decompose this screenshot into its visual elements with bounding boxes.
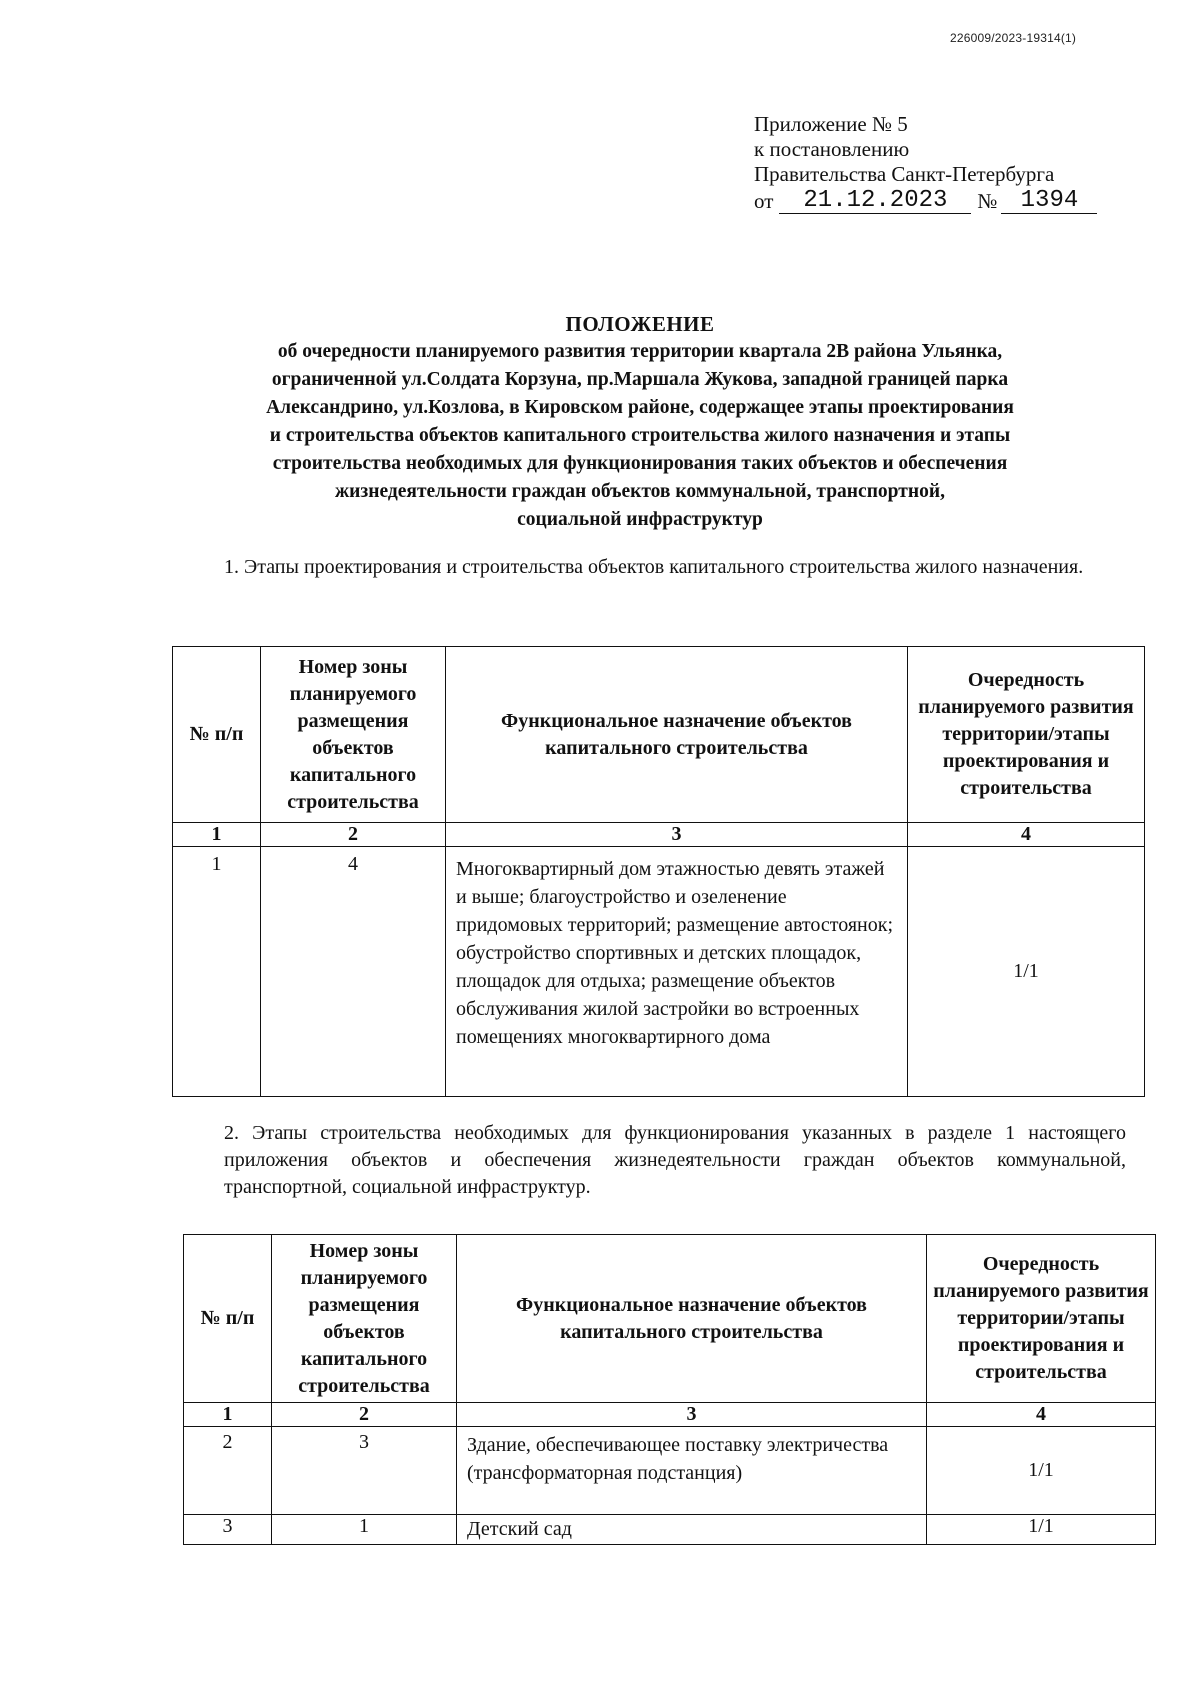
table-row — [184, 1515, 1156, 1545]
title-line: об очередности планируемого развития территории квартала 2В района Ульянка, — [277, 341, 1003, 362]
title-heading: ПОЛОЖЕНИЕ — [565, 312, 715, 336]
document-title — [165, 310, 1115, 534]
section1-paragraph — [174, 554, 1124, 581]
appendix-header — [754, 112, 1154, 214]
column-number: 1 — [184, 1403, 272, 1427]
column-number: 3 — [446, 823, 908, 847]
column-number: 3 — [457, 1403, 927, 1427]
column-number: 2 — [272, 1403, 457, 1427]
document-id: 226009/2023-19314(1) — [950, 31, 1077, 45]
section2-paragraph — [174, 1120, 1126, 1201]
title-line: строительства необходимых для функционирования таких объектов и обеспечения — [272, 453, 1008, 474]
title-line: ограниченной ул.Солдата Корзуна, пр.Маршала Жукова, западной границей парка — [271, 369, 1009, 390]
number-label: № — [977, 189, 998, 213]
appendix-reference: к постановлению — [754, 137, 910, 161]
row-num: 3 — [184, 1515, 272, 1545]
header-purpose: Функциональное назначение объектов капитального строительства — [457, 1235, 927, 1403]
table-row — [173, 847, 1145, 1097]
section1-table — [172, 646, 1145, 1097]
row-purpose: Многоквартирный дом этажностью девять этажей и выше; благоустройство и озеленение придомовых территорий; размещение автостоянок; обустройство спортивных и детских площадок, площадок для отдыха; размещение объектов обслуживания жилой застройки во встроенных помещениях многоквартирного дома — [446, 847, 908, 1097]
header-num: № п/п — [184, 1235, 272, 1403]
row-order: 1/1 — [927, 1427, 1156, 1515]
row-purpose: Здание, обеспечивающее поставку электричества (трансформаторная подстанция) — [457, 1427, 927, 1515]
resolution-number: 1394 — [1001, 189, 1097, 214]
row-order: 1/1 — [927, 1515, 1156, 1545]
column-number: 4 — [908, 823, 1145, 847]
section2-text: 2. Этапы строительства необходимых для функционирования указанных в разделе 1 настоящего приложения объектов и обеспечения жизнедеятельности граждан объектов коммунальной, транспортной, социальной инфраструктур. — [224, 1122, 1126, 1198]
column-number: 1 — [173, 823, 261, 847]
row-order: 1/1 — [908, 847, 1145, 1097]
title-line: и строительства объектов капитального строительства жилого назначения и этапы — [269, 425, 1011, 446]
date-label: от — [754, 189, 774, 213]
column-number-row — [173, 823, 1145, 847]
appendix-date-row — [754, 189, 1154, 214]
column-number: 2 — [261, 823, 446, 847]
header-order: Очередность планируемого развития территории/этапы проектирования и строительства — [908, 647, 1145, 823]
header-zone: Номер зоны планируемого размещения объектов капитального строительства — [272, 1235, 457, 1403]
column-number-row — [184, 1403, 1156, 1427]
title-line: Александрино, ул.Козлова, в Кировском районе, содержащее этапы проектирования — [266, 397, 1014, 418]
table-header-row — [173, 647, 1145, 823]
section1-text: 1. Этапы проектирования и строительства объектов капитального строительства жилого назначения. — [224, 556, 1084, 578]
column-number: 4 — [927, 1403, 1156, 1427]
header-zone: Номер зоны планируемого размещения объектов капитального строительства — [261, 647, 446, 823]
header-purpose: Функциональное назначение объектов капитального строительства — [446, 647, 908, 823]
row-zone: 3 — [272, 1427, 457, 1515]
row-num: 1 — [173, 847, 261, 1097]
header-order: Очередность планируемого развития территории/этапы проектирования и строительства — [927, 1235, 1156, 1403]
appendix-number: Приложение № 5 — [754, 112, 908, 136]
title-line: жизнедеятельности граждан объектов коммунальной, транспортной, — [335, 481, 945, 502]
section2-table — [183, 1234, 1156, 1545]
appendix-authority: Правительства Санкт-Петербурга — [754, 162, 1055, 186]
table-header-row — [184, 1235, 1156, 1403]
row-num: 2 — [184, 1427, 272, 1515]
header-num: № п/п — [173, 647, 261, 823]
row-zone: 1 — [272, 1515, 457, 1545]
title-line: социальной инфраструктур — [517, 509, 763, 530]
row-purpose: Детский сад — [457, 1515, 927, 1545]
resolution-date: 21.12.2023 — [779, 189, 971, 214]
row-zone: 4 — [261, 847, 446, 1097]
table-row — [184, 1427, 1156, 1515]
